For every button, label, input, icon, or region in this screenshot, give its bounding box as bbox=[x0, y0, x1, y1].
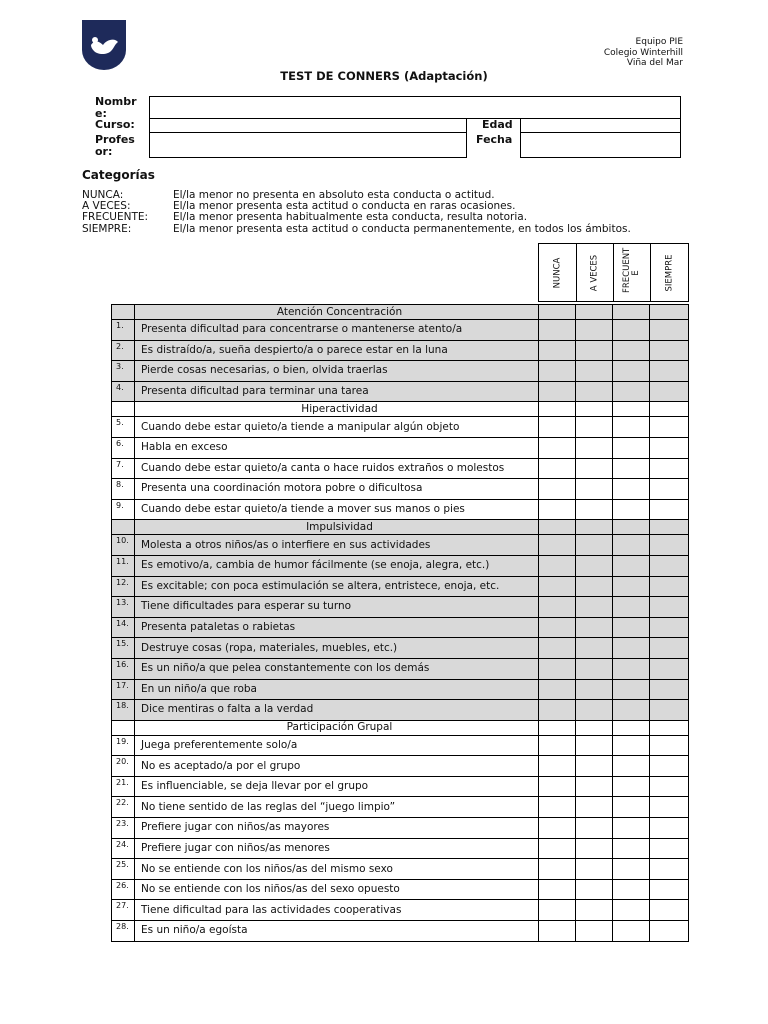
section-blank-cell bbox=[576, 720, 613, 735]
answer-cell-siempre[interactable] bbox=[650, 879, 689, 900]
table-row bbox=[112, 555, 689, 576]
answer-cell-frecuente[interactable] bbox=[613, 658, 650, 679]
item-number: 6. bbox=[112, 437, 135, 458]
category-desc: El/la menor presenta esta actitud o conducta en raras ocasiones. bbox=[173, 200, 516, 212]
curso-label: Curso: bbox=[95, 118, 135, 131]
answer-cell-a-veces[interactable] bbox=[576, 735, 613, 756]
table-row bbox=[112, 499, 689, 520]
edad-label: Edad bbox=[482, 118, 513, 131]
answer-cell-frecuente[interactable] bbox=[613, 597, 650, 618]
answer-cell-siempre[interactable] bbox=[650, 735, 689, 756]
item-number: 26. bbox=[112, 879, 135, 900]
item-text: Molesta a otros niños/as o interfiere en sus actividades bbox=[135, 535, 539, 556]
answer-cell-siempre[interactable] bbox=[650, 381, 689, 402]
section-blank-cell bbox=[539, 520, 576, 535]
section-num-cell bbox=[112, 720, 135, 735]
section-num-cell bbox=[112, 305, 135, 320]
answer-cell-nunca[interactable] bbox=[539, 658, 576, 679]
answer-cell-a-veces[interactable] bbox=[576, 638, 613, 659]
section-blank-cell bbox=[613, 305, 650, 320]
profesor-label-line: or: bbox=[95, 145, 113, 158]
answer-cell-siempre[interactable] bbox=[650, 658, 689, 679]
answer-cell-frecuente[interactable] bbox=[613, 735, 650, 756]
item-text: No se entiende con los niños/as del sexo opuesto bbox=[135, 879, 539, 900]
answer-cell-siempre[interactable] bbox=[650, 700, 689, 721]
item-number: 20. bbox=[112, 756, 135, 777]
answer-cell-nunca[interactable] bbox=[539, 756, 576, 777]
profesor-field[interactable] bbox=[149, 132, 467, 158]
item-text: Prefiere jugar con niños/as menores bbox=[135, 838, 539, 859]
table-row bbox=[112, 797, 689, 818]
table-row bbox=[112, 838, 689, 859]
answer-cell-a-veces[interactable] bbox=[576, 361, 613, 382]
answer-cell-siempre[interactable] bbox=[650, 340, 689, 361]
category-term: A VECES: bbox=[82, 200, 131, 212]
table-row bbox=[112, 576, 689, 597]
table-row bbox=[112, 535, 689, 556]
answer-cell-nunca[interactable] bbox=[539, 859, 576, 880]
item-number: 12. bbox=[112, 576, 135, 597]
item-text: Habla en exceso bbox=[135, 437, 539, 458]
answer-cell-nunca[interactable] bbox=[539, 900, 576, 921]
answer-cell-siempre[interactable] bbox=[650, 535, 689, 556]
section-blank-cell bbox=[650, 720, 689, 735]
answer-cell-nunca[interactable] bbox=[539, 535, 576, 556]
column-header-a-veces bbox=[576, 244, 613, 301]
answer-cell-nunca[interactable] bbox=[539, 838, 576, 859]
item-number: 8. bbox=[112, 479, 135, 500]
column-header-label: NUNCA bbox=[552, 257, 562, 288]
item-text: Tiene dificultad para las actividades cooperativas bbox=[135, 900, 539, 921]
column-header-nunca bbox=[539, 244, 576, 301]
answer-cell-nunca[interactable] bbox=[539, 921, 576, 942]
table-row bbox=[112, 638, 689, 659]
answer-cell-a-veces[interactable] bbox=[576, 576, 613, 597]
answer-cell-frecuente[interactable] bbox=[613, 818, 650, 839]
table-row bbox=[112, 320, 689, 341]
answer-cell-nunca[interactable] bbox=[539, 776, 576, 797]
section-title: Hiperactividad bbox=[135, 402, 539, 417]
answer-cell-nunca[interactable] bbox=[539, 638, 576, 659]
answer-cell-a-veces[interactable] bbox=[576, 900, 613, 921]
item-text: Destruye cosas (ropa, materiales, muebles, etc.) bbox=[135, 638, 539, 659]
conners-items-table bbox=[111, 304, 689, 942]
item-number: 11. bbox=[112, 555, 135, 576]
category-desc: El/la menor presenta esta actitud o conducta permanentemente, en todos los ámbitos. bbox=[173, 223, 631, 235]
section-blank-cell bbox=[650, 520, 689, 535]
answer-cell-siempre[interactable] bbox=[650, 797, 689, 818]
table-row bbox=[112, 879, 689, 900]
section-blank-cell bbox=[613, 402, 650, 417]
answer-cell-siempre[interactable] bbox=[650, 437, 689, 458]
nombre-field[interactable] bbox=[149, 96, 681, 119]
curso-field[interactable] bbox=[149, 118, 467, 133]
section-title: Atención Concentración bbox=[135, 305, 539, 320]
item-number: 19. bbox=[112, 735, 135, 756]
answer-cell-siempre[interactable] bbox=[650, 499, 689, 520]
answer-cell-nunca[interactable] bbox=[539, 381, 576, 402]
answer-cell-a-veces[interactable] bbox=[576, 859, 613, 880]
answer-cell-frecuente[interactable] bbox=[613, 700, 650, 721]
answer-cell-a-veces[interactable] bbox=[576, 879, 613, 900]
answer-cell-nunca[interactable] bbox=[539, 361, 576, 382]
answer-cell-nunca[interactable] bbox=[539, 437, 576, 458]
answer-cell-a-veces[interactable] bbox=[576, 797, 613, 818]
categories-title: Categorías bbox=[82, 168, 155, 182]
item-number: 1. bbox=[112, 320, 135, 341]
profesor-label bbox=[95, 134, 135, 158]
item-text: Presenta una coordinación motora pobre o dificultosa bbox=[135, 479, 539, 500]
answer-cell-siempre[interactable] bbox=[650, 859, 689, 880]
item-text: En un niño/a que roba bbox=[135, 679, 539, 700]
answer-cell-a-veces[interactable] bbox=[576, 818, 613, 839]
school-line: Colegio Winterhill bbox=[603, 47, 683, 58]
item-number: 25. bbox=[112, 859, 135, 880]
section-blank-cell bbox=[650, 402, 689, 417]
school-line: Equipo PIE bbox=[635, 37, 683, 47]
item-text: Es distraído/a, sueña despierto/a o parece estar en la luna bbox=[135, 340, 539, 361]
answer-cell-siempre[interactable] bbox=[650, 479, 689, 500]
category-desc: El/la menor no presenta en absoluto esta conducta o actitud. bbox=[173, 189, 495, 201]
item-text: Cuando debe estar quieto/a tiende a manipular algún objeto bbox=[135, 417, 539, 438]
answer-cell-nunca[interactable] bbox=[539, 597, 576, 618]
answer-cell-siempre[interactable] bbox=[650, 597, 689, 618]
answer-cell-nunca[interactable] bbox=[539, 700, 576, 721]
answer-cell-nunca[interactable] bbox=[539, 617, 576, 638]
table-row bbox=[112, 437, 689, 458]
item-text: Prefiere jugar con niños/as mayores bbox=[135, 818, 539, 839]
answer-cell-nunca[interactable] bbox=[539, 555, 576, 576]
item-text: No se entiende con los niños/as del mismo sexo bbox=[135, 859, 539, 880]
answer-cell-nunca[interactable] bbox=[539, 797, 576, 818]
answer-cell-frecuente[interactable] bbox=[613, 838, 650, 859]
answer-cell-siempre[interactable] bbox=[650, 818, 689, 839]
section-blank-cell bbox=[613, 520, 650, 535]
section-title: Impulsividad bbox=[135, 520, 539, 535]
answer-cell-siempre[interactable] bbox=[650, 361, 689, 382]
table-row bbox=[112, 381, 689, 402]
answer-cell-a-veces[interactable] bbox=[576, 340, 613, 361]
answer-cell-frecuente[interactable] bbox=[613, 458, 650, 479]
answer-cell-frecuente[interactable] bbox=[613, 361, 650, 382]
page-title: TEST DE CONNERS (Adaptación) bbox=[280, 69, 488, 83]
answer-cell-siempre[interactable] bbox=[650, 900, 689, 921]
section-header-row bbox=[112, 720, 689, 735]
answer-cell-a-veces[interactable] bbox=[576, 437, 613, 458]
table-row bbox=[112, 921, 689, 942]
item-number: 18. bbox=[112, 700, 135, 721]
category-desc: El/la menor presenta habitualmente esta conducta, resulta notoria. bbox=[173, 211, 528, 223]
section-title: Participación Grupal bbox=[135, 720, 539, 735]
answer-cell-siempre[interactable] bbox=[650, 417, 689, 438]
nombre-label-line: e: bbox=[95, 107, 107, 120]
answer-cell-a-veces[interactable] bbox=[576, 417, 613, 438]
answer-cell-a-veces[interactable] bbox=[576, 617, 613, 638]
column-header-label: FRECUENT E bbox=[622, 247, 641, 293]
answer-cell-a-veces[interactable] bbox=[576, 381, 613, 402]
item-text: Es un niño/a egoísta bbox=[135, 921, 539, 942]
answer-cell-frecuente[interactable] bbox=[613, 921, 650, 942]
item-number: 28. bbox=[112, 921, 135, 942]
answer-cell-frecuente[interactable] bbox=[613, 499, 650, 520]
answer-cell-nunca[interactable] bbox=[539, 479, 576, 500]
answer-cell-frecuente[interactable] bbox=[613, 756, 650, 777]
answer-cell-siempre[interactable] bbox=[650, 555, 689, 576]
category-term: NUNCA: bbox=[82, 189, 124, 201]
edad-field[interactable] bbox=[520, 118, 681, 133]
answer-cell-siempre[interactable] bbox=[650, 576, 689, 597]
item-text: Es emotivo/a, cambia de humor fácilmente (se enoja, alegra, etc.) bbox=[135, 555, 539, 576]
answer-cell-nunca[interactable] bbox=[539, 417, 576, 438]
answer-cell-frecuente[interactable] bbox=[613, 900, 650, 921]
answer-cell-frecuente[interactable] bbox=[613, 576, 650, 597]
section-header-row bbox=[112, 305, 689, 320]
section-header-row bbox=[112, 402, 689, 417]
answer-cell-frecuente[interactable] bbox=[613, 797, 650, 818]
table-row bbox=[112, 340, 689, 361]
answer-cell-a-veces[interactable] bbox=[576, 700, 613, 721]
answer-cell-a-veces[interactable] bbox=[576, 838, 613, 859]
answer-cell-frecuente[interactable] bbox=[613, 320, 650, 341]
item-number: 4. bbox=[112, 381, 135, 402]
answer-cell-nunca[interactable] bbox=[539, 499, 576, 520]
item-text: Presenta dificultad para concentrarse o mantenerse atento/a bbox=[135, 320, 539, 341]
answer-cell-siempre[interactable] bbox=[650, 776, 689, 797]
item-text: Cuando debe estar quieto/a canta o hace ruidos extraños o molestos bbox=[135, 458, 539, 479]
table-row bbox=[112, 679, 689, 700]
school-logo-icon bbox=[82, 20, 126, 70]
section-blank-cell bbox=[539, 720, 576, 735]
section-blank-cell bbox=[576, 305, 613, 320]
section-header-row bbox=[112, 520, 689, 535]
column-header-label: A VECES bbox=[589, 254, 600, 291]
section-blank-cell bbox=[576, 520, 613, 535]
answer-cell-nunca[interactable] bbox=[539, 818, 576, 839]
answer-cell-frecuente[interactable] bbox=[613, 638, 650, 659]
item-text: No tiene sentido de las reglas del “juego limpio” bbox=[135, 797, 539, 818]
answer-cell-siempre[interactable] bbox=[650, 320, 689, 341]
answer-cell-siempre[interactable] bbox=[650, 838, 689, 859]
section-num-cell bbox=[112, 402, 135, 417]
answer-cell-a-veces[interactable] bbox=[576, 458, 613, 479]
table-row bbox=[112, 479, 689, 500]
answer-cell-a-veces[interactable] bbox=[576, 776, 613, 797]
answer-cell-frecuente[interactable] bbox=[613, 437, 650, 458]
item-number: 23. bbox=[112, 818, 135, 839]
answer-cell-frecuente[interactable] bbox=[613, 555, 650, 576]
table-row bbox=[112, 900, 689, 921]
table-row bbox=[112, 361, 689, 382]
nombre-label bbox=[95, 96, 137, 120]
answer-cell-siempre[interactable] bbox=[650, 921, 689, 942]
item-number: 10. bbox=[112, 535, 135, 556]
table-row bbox=[112, 658, 689, 679]
item-number: 14. bbox=[112, 617, 135, 638]
category-term: FRECUENTE: bbox=[82, 211, 149, 223]
answer-cell-frecuente[interactable] bbox=[613, 776, 650, 797]
answer-cell-nunca[interactable] bbox=[539, 320, 576, 341]
item-text: Tiene dificultades para esperar su turno bbox=[135, 597, 539, 618]
answer-cell-nunca[interactable] bbox=[539, 679, 576, 700]
item-text: Cuando debe estar quieto/a tiende a mover sus manos o pies bbox=[135, 499, 539, 520]
column-headers bbox=[538, 243, 689, 302]
table-row bbox=[112, 859, 689, 880]
answer-cell-a-veces[interactable] bbox=[576, 535, 613, 556]
answer-cell-a-veces[interactable] bbox=[576, 499, 613, 520]
table-row bbox=[112, 776, 689, 797]
answer-cell-nunca[interactable] bbox=[539, 879, 576, 900]
answer-cell-a-veces[interactable] bbox=[576, 555, 613, 576]
category-term: SIEMPRE: bbox=[82, 223, 132, 235]
answer-cell-a-veces[interactable] bbox=[576, 756, 613, 777]
item-text: Es un niño/a que pelea constantemente con los demás bbox=[135, 658, 539, 679]
item-number: 7. bbox=[112, 458, 135, 479]
answer-cell-siempre[interactable] bbox=[650, 679, 689, 700]
table-row bbox=[112, 700, 689, 721]
item-text: Dice mentiras o falta a la verdad bbox=[135, 700, 539, 721]
item-text: Es influenciable, se deja llevar por el grupo bbox=[135, 776, 539, 797]
item-number: 9. bbox=[112, 499, 135, 520]
answer-cell-siempre[interactable] bbox=[650, 617, 689, 638]
column-header-siempre bbox=[650, 244, 688, 301]
profesor-label-line: Profes bbox=[95, 133, 135, 146]
answer-cell-frecuente[interactable] bbox=[613, 417, 650, 438]
answer-cell-siempre[interactable] bbox=[650, 756, 689, 777]
answer-cell-nunca[interactable] bbox=[539, 340, 576, 361]
section-blank-cell bbox=[539, 402, 576, 417]
answer-cell-nunca[interactable] bbox=[539, 576, 576, 597]
item-number: 24. bbox=[112, 838, 135, 859]
answer-cell-a-veces[interactable] bbox=[576, 320, 613, 341]
item-number: 15. bbox=[112, 638, 135, 659]
item-number: 5. bbox=[112, 417, 135, 438]
answer-cell-frecuente[interactable] bbox=[613, 879, 650, 900]
item-text: Es excitable; con poca estimulación se altera, entristece, enoja, etc. bbox=[135, 576, 539, 597]
item-number: 27. bbox=[112, 900, 135, 921]
table-row bbox=[112, 735, 689, 756]
item-text: Pierde cosas necesarias, o bien, olvida traerlas bbox=[135, 361, 539, 382]
item-text: Presenta pataletas o rabietas bbox=[135, 617, 539, 638]
answer-cell-a-veces[interactable] bbox=[576, 479, 613, 500]
fecha-label: Fecha bbox=[476, 133, 513, 146]
answer-cell-a-veces[interactable] bbox=[576, 679, 613, 700]
school-info bbox=[604, 37, 683, 69]
answer-cell-frecuente[interactable] bbox=[613, 617, 650, 638]
item-number: 22. bbox=[112, 797, 135, 818]
table-row bbox=[112, 818, 689, 839]
item-number: 16. bbox=[112, 658, 135, 679]
answer-cell-siempre[interactable] bbox=[650, 638, 689, 659]
item-number: 13. bbox=[112, 597, 135, 618]
school-line: Viña del Mar bbox=[626, 58, 683, 68]
table-row bbox=[112, 458, 689, 479]
section-num-cell bbox=[112, 520, 135, 535]
table-row bbox=[112, 756, 689, 777]
answer-cell-siempre[interactable] bbox=[650, 458, 689, 479]
item-number: 21. bbox=[112, 776, 135, 797]
item-number: 2. bbox=[112, 340, 135, 361]
answer-cell-frecuente[interactable] bbox=[613, 859, 650, 880]
fecha-field[interactable] bbox=[520, 132, 681, 158]
answer-cell-nunca[interactable] bbox=[539, 458, 576, 479]
answer-cell-frecuente[interactable] bbox=[613, 340, 650, 361]
table-row bbox=[112, 417, 689, 438]
section-blank-cell bbox=[650, 305, 689, 320]
answer-cell-frecuente[interactable] bbox=[613, 381, 650, 402]
table-row bbox=[112, 617, 689, 638]
item-text: Juega preferentemente solo/a bbox=[135, 735, 539, 756]
section-blank-cell bbox=[539, 305, 576, 320]
answer-cell-nunca[interactable] bbox=[539, 735, 576, 756]
nombre-label-line: Nombr bbox=[95, 95, 137, 108]
answer-cell-a-veces[interactable] bbox=[576, 658, 613, 679]
answer-cell-a-veces[interactable] bbox=[576, 921, 613, 942]
table-row bbox=[112, 597, 689, 618]
section-blank-cell bbox=[576, 402, 613, 417]
answer-cell-frecuente[interactable] bbox=[613, 535, 650, 556]
item-number: 17. bbox=[112, 679, 135, 700]
answer-cell-a-veces[interactable] bbox=[576, 597, 613, 618]
item-number: 3. bbox=[112, 361, 135, 382]
column-header-frecuente bbox=[613, 244, 650, 301]
item-text: No es aceptado/a por el grupo bbox=[135, 756, 539, 777]
answer-cell-frecuente[interactable] bbox=[613, 479, 650, 500]
item-text: Presenta dificultad para terminar una tarea bbox=[135, 381, 539, 402]
section-blank-cell bbox=[613, 720, 650, 735]
answer-cell-frecuente[interactable] bbox=[613, 679, 650, 700]
column-header-label: SIEMPRE bbox=[664, 253, 674, 292]
